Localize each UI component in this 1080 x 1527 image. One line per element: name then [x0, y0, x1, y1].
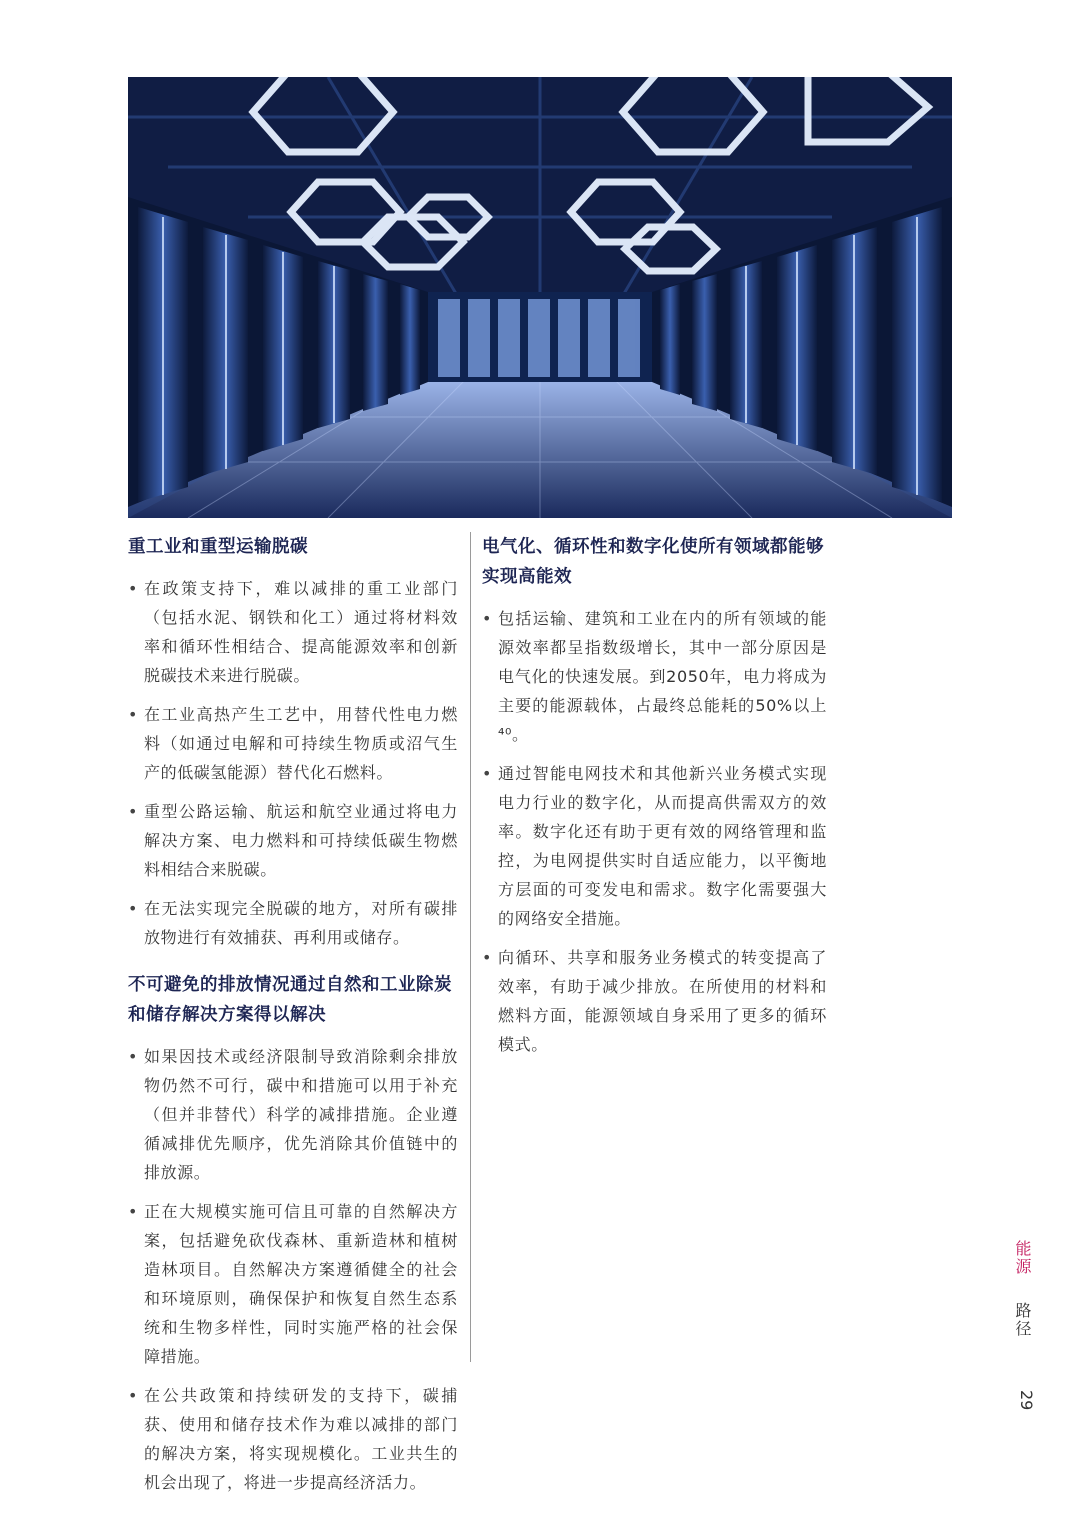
list-item: • 正在大规模实施可信且可靠的自然解决方案，包括避免砍伐森林、重新造林和植树造林项目。自然解决方案遵循健全的社会和环境原则，确保保护和恢复自然生态系统和生物多样性，同时实施严格的社会保障措施。 [128, 1197, 458, 1371]
right-column [470, 532, 827, 1077]
list-item: • 重型公路运输、航运和航空业通过将电力解决方案、电力燃料和可持续低碳生物燃料相结合来脱碳。 [128, 797, 458, 884]
hero-image [128, 77, 952, 518]
list-item: • 在公共政策和持续研发的支持下，碳捕获、使用和储存技术作为难以减排的部门的解决方案，将实现规模化。工业共生的机会出现了，将进一步提高经济活力。 [128, 1381, 458, 1497]
section-heading-electrification: 电气化、循环性和数字化使所有领域都能够实现高能效 [482, 537, 824, 587]
side-label-path: 路径 [1013, 1302, 1032, 1338]
list-item: • 在政策支持下，难以减排的重工业部门（包括水泥、钢铁和化工）通过将材料效率和循环性相结合、提高能源效率和创新脱碳技术来进行脱碳。 [128, 574, 458, 690]
list-item: • 通过智能电网技术和其他新兴业务模式实现电力行业的数字化，从而提高供需双方的效率。数字化还有助于更有效的网络管理和监控，为电网提供实时自适应能力，以平衡地方层面的可变发电和需求。数字化需要强大的网络安全措施。 [482, 759, 827, 933]
page-number: 29 [1017, 1390, 1036, 1411]
list-item: • 如果因技术或经济限制导致消除剩余排放物仍然不可行，碳中和措施可以用于补充（但并非替代）科学的减排措施。企业遵循减排优先顺序，优先消除其价值链中的排放源。 [128, 1042, 458, 1187]
list-item: • 包括运输、建筑和工业在内的所有领域的能源效率都呈指数级增长，其中一部分原因是电气化的快速发展。到2050年，电力将成为主要的能源载体，占最终总能耗的50%以上⁴⁰。 [482, 604, 827, 749]
list-item: • 向循环、共享和服务业务模式的转变提高了效率，有助于减少排放。在所使用的材料和燃料方面，能源领域自身采用了更多的循环模式。 [482, 943, 827, 1059]
list-item: • 在工业高热产生工艺中，用替代性电力燃料（如通过电解和可持续生物质或沼气生产的低碳氢能源）替代化石燃料。 [128, 700, 458, 787]
section-heading-heavy-industry: 重工业和重型运输脱碳 [128, 537, 308, 557]
heavy-industry-bullet-list [128, 574, 458, 952]
section-heading-carbon-removal: 不可避免的排放情况通过自然和工业除炭和储存解决方案得以解决 [128, 975, 452, 1025]
list-item: • 在无法实现完全脱碳的地方，对所有碳排放物进行有效捕获、再利用或储存。 [128, 894, 458, 952]
carbon-removal-bullet-list [128, 1042, 458, 1497]
side-label-energy: 能源 [1013, 1240, 1032, 1276]
electrification-bullet-list [482, 604, 827, 1059]
left-column [128, 532, 458, 1515]
data-center-illustration [128, 77, 952, 518]
